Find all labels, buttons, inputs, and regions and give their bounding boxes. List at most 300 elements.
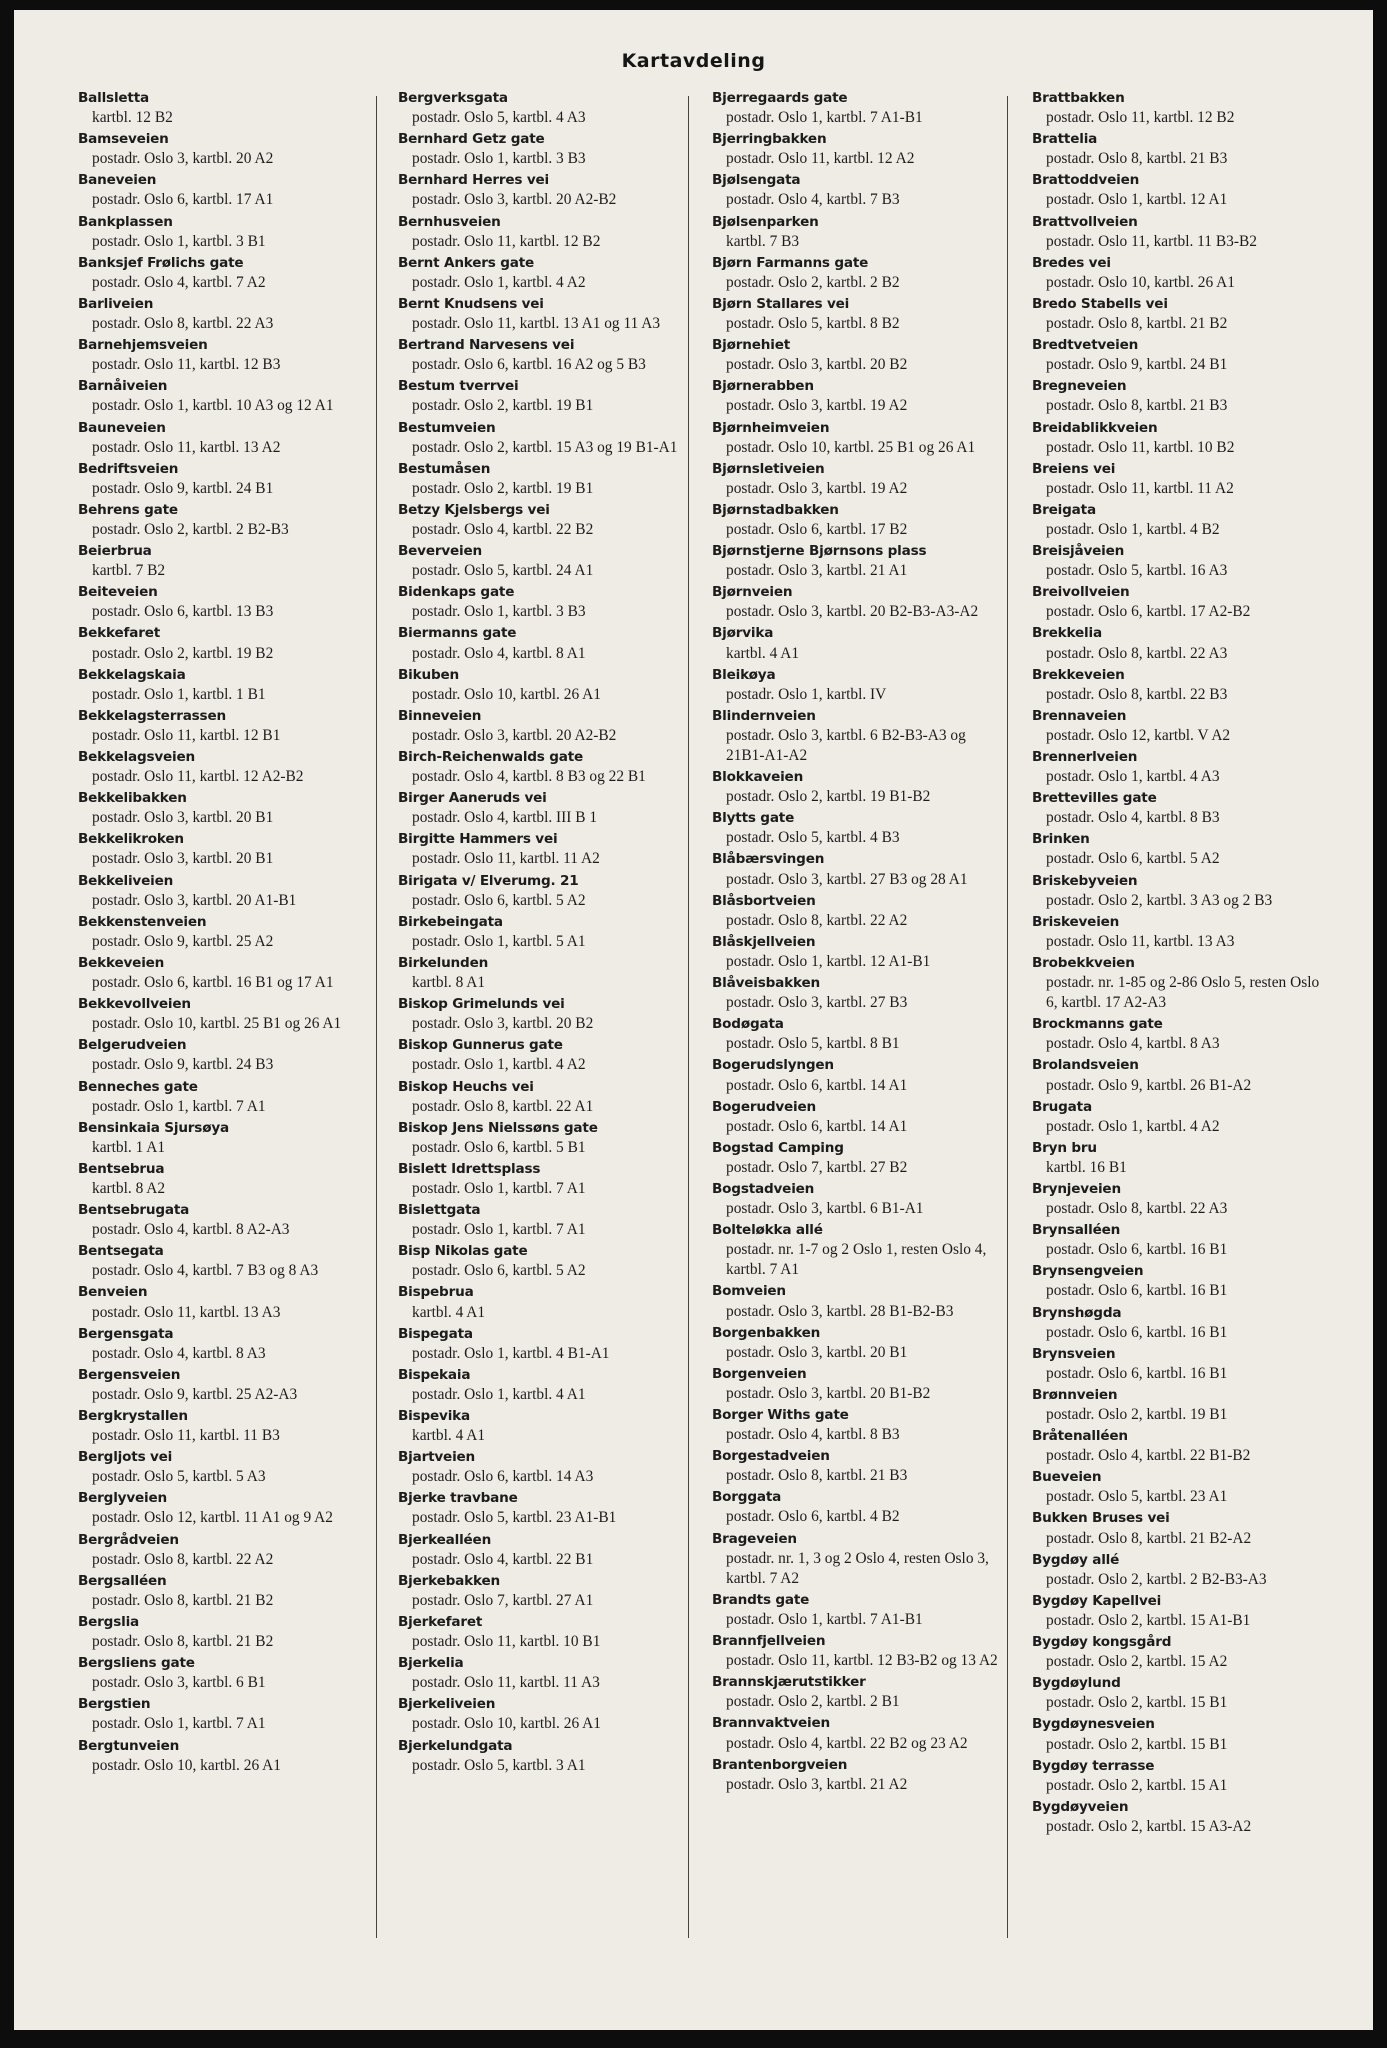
street-detail: postadr. Oslo 2, kartbl. 2 B2-B3-A3 (1046, 1570, 1267, 1588)
street-detail: postadr. Oslo 11, kartbl. 12 A2-B2 (92, 768, 304, 786)
street-entry (712, 1590, 1008, 1630)
street-detail: postadr. Oslo 10, kartbl. 26 A1 (92, 1756, 281, 1774)
street-name: Bygdøy allé (1032, 1551, 1120, 1568)
street-entry (398, 623, 694, 663)
street-entry (398, 994, 694, 1034)
street-entry (1032, 376, 1328, 416)
street-name: Brynsalléen (1032, 1222, 1121, 1239)
street-entry (398, 129, 694, 169)
street-entry (1032, 88, 1328, 128)
street-name: Baneveien (78, 172, 157, 189)
street-detail: kartbl. 8 A1 (412, 974, 486, 992)
street-detail: postadr. Oslo 4, kartbl. 8 A3 (1046, 1035, 1220, 1053)
street-name: Bekkenstenveien (78, 913, 207, 930)
street-detail: kartbl. 1 A1 (92, 1138, 166, 1156)
street-detail: postadr. Oslo 3, kartbl. 19 A2 (726, 479, 908, 497)
street-detail: postadr. Oslo 1, kartbl. 12 A1-B1 (726, 952, 931, 970)
street-entry (1032, 1385, 1328, 1425)
street-detail: postadr. Oslo 2, kartbl. 2 B1 (726, 1693, 900, 1711)
street-detail: postadr. Oslo 10, kartbl. 26 A1 (412, 685, 601, 703)
street-name: Bjørnveien (712, 584, 793, 601)
street-entry (1032, 871, 1328, 911)
street-entry (712, 500, 1008, 540)
street-entry (398, 1077, 694, 1117)
street-entry (398, 541, 694, 581)
street-detail: postadr. Oslo 3, kartbl. 6 B2-B3-A3 og 21B1-A1-A2 (726, 726, 966, 764)
street-name: Bispekaia (398, 1366, 471, 1383)
street-entry (712, 335, 1008, 375)
street-entry (398, 747, 694, 787)
street-entry (398, 1447, 694, 1487)
street-name: Bukken Bruses vei (1032, 1510, 1170, 1527)
directory-page (14, 10, 1373, 2030)
street-name: Blokkaveien (712, 769, 804, 786)
street-name: Bjerringbakken (712, 131, 827, 148)
street-detail: postadr. Oslo 8, kartbl. 21 B2-A2 (1046, 1529, 1252, 1547)
street-detail: postadr. Oslo 1, kartbl. 7 A1 (92, 1715, 266, 1733)
street-entry (1032, 170, 1328, 210)
street-entry (398, 829, 694, 869)
street-detail: postadr. Oslo 4, kartbl. 22 B1-B2 (1046, 1447, 1251, 1465)
street-name: Bernt Ankers gate (398, 254, 535, 271)
column-divider (376, 96, 377, 1938)
street-name: Barliveien (78, 295, 154, 312)
street-detail: postadr. Oslo 5, kartbl. 3 A1 (412, 1756, 586, 1774)
street-detail: postadr. Oslo 1, kartbl. 4 A3 (1046, 768, 1220, 786)
street-detail: postadr. Oslo 2, kartbl. 15 B1 (1046, 1694, 1228, 1712)
street-name: Brattvollveien (1032, 213, 1138, 230)
street-detail: postadr. Oslo 12, kartbl. 11 A1 og 9 A2 (92, 1509, 333, 1527)
street-name: Bjølsenparken (712, 213, 819, 230)
street-detail: postadr. Oslo 3, kartbl. 20 B2 (726, 356, 908, 374)
street-entry (398, 1653, 694, 1693)
street-entry (78, 994, 374, 1034)
street-entry (712, 459, 1008, 499)
street-entry (398, 1488, 694, 1528)
street-entry (1032, 1797, 1328, 1837)
street-detail: postadr. Oslo 2, kartbl. 15 A1-B1 (1046, 1611, 1251, 1629)
street-name: Bidenkaps gate (398, 584, 515, 601)
street-entry (712, 1405, 1008, 1445)
street-detail: postadr. Oslo 9, kartbl. 24 B1 (92, 479, 274, 497)
street-name: Bislett Idrettsplass (398, 1160, 541, 1177)
street-name: Blytts gate (712, 810, 795, 827)
street-name: Borgenveien (712, 1365, 807, 1382)
street-entry (78, 1406, 374, 1446)
street-detail: postadr. Oslo 8, kartbl. 21 B3 (1046, 150, 1228, 168)
street-entry (712, 170, 1008, 210)
street-name: Bekkelikroken (78, 831, 184, 848)
street-entry (398, 1241, 694, 1281)
street-entry (78, 665, 374, 705)
street-entry (1032, 1550, 1328, 1590)
street-detail: postadr. Oslo 4, kartbl. 8 A2-A3 (92, 1221, 290, 1239)
street-name: Brynsengveien (1032, 1263, 1144, 1280)
street-name: Brynsveien (1032, 1345, 1116, 1362)
street-detail: postadr. Oslo 3, kartbl. 20 A2 (92, 150, 274, 168)
street-entry (398, 88, 694, 128)
street-entry (1032, 747, 1328, 787)
street-entry (712, 849, 1008, 889)
street-detail: postadr. Oslo 8, kartbl. 22 B3 (1046, 685, 1228, 703)
street-detail: postadr. Oslo 1, kartbl. 4 B1-A1 (412, 1344, 610, 1362)
street-detail: postadr. Oslo 1, kartbl. 3 B3 (412, 603, 586, 621)
street-name: Bestumveien (398, 419, 496, 436)
street-entry (712, 1529, 1008, 1589)
street-detail: postadr. Oslo 3, kartbl. 20 B1 (92, 850, 274, 868)
street-name: Bergensgata (78, 1325, 174, 1342)
street-detail: postadr. Oslo 6, kartbl. 16 B1 og 17 A1 (92, 974, 334, 992)
street-detail: postadr. Oslo 8, kartbl. 21 B2 (92, 1633, 274, 1651)
street-entry (398, 1736, 694, 1776)
street-entry (398, 1200, 694, 1240)
street-detail: postadr. Oslo 7, kartbl. 27 B2 (726, 1158, 908, 1176)
street-entry (712, 253, 1008, 293)
street-name: Bjerkealléen (398, 1531, 492, 1548)
street-entry (712, 212, 1008, 252)
street-name: Bedriftsveien (78, 460, 179, 477)
street-entry (1032, 1179, 1328, 1219)
street-detail: postadr. Oslo 1, kartbl. 4 B2 (1046, 520, 1220, 538)
street-name: Bomveien (712, 1283, 786, 1300)
street-detail: postadr. Oslo 10, kartbl. 26 A1 (1046, 273, 1235, 291)
street-detail: postadr. nr. 1-85 og 2-86 Oslo 5, resten Oslo 6, kartbl. 17 A2-A3 (1046, 974, 1320, 1012)
street-entry (1032, 706, 1328, 746)
street-detail: postadr. Oslo 1, kartbl. IV (726, 685, 887, 703)
street-entry (398, 1035, 694, 1075)
street-name: Breigata (1032, 501, 1096, 518)
street-detail: postadr. Oslo 4, kartbl. 8 B3 og 22 B1 (412, 768, 646, 786)
street-detail: postadr. Oslo 8, kartbl. 21 B2 (1046, 315, 1228, 333)
street-entry (1032, 129, 1328, 169)
street-entry (1032, 1426, 1328, 1466)
street-entry (712, 376, 1008, 416)
street-entry (398, 912, 694, 952)
street-detail: postadr. Oslo 3, kartbl. 20 B1-B2 (726, 1384, 931, 1402)
street-name: Bjørnstadbakken (712, 501, 839, 518)
street-detail: postadr. Oslo 4, kartbl. 8 B3 (1046, 809, 1220, 827)
street-name: Bjerkefaret (398, 1613, 483, 1630)
street-detail: kartbl. 12 B2 (92, 109, 173, 127)
street-name: Bjartveien (398, 1449, 476, 1466)
street-name: Brennaveien (1032, 707, 1127, 724)
street-entry (78, 953, 374, 993)
street-detail: postadr. Oslo 3, kartbl. 28 B1-B2-B3 (726, 1302, 954, 1320)
street-detail: postadr. Oslo 6, kartbl. 5 A2 (1046, 850, 1220, 868)
street-name: Binneveien (398, 707, 482, 724)
street-entry (398, 1694, 694, 1734)
street-detail: postadr. nr. 1, 3 og 2 Oslo 4, resten Oslo 3, kartbl. 7 A2 (726, 1549, 989, 1587)
street-name: Brennerlveien (1032, 749, 1138, 765)
street-detail: postadr. Oslo 8, kartbl. 22 A3 (1046, 1200, 1228, 1218)
street-name: Bergsliens gate (78, 1655, 195, 1672)
street-name: Bekkelagskaia (78, 666, 186, 683)
street-name: Brockmanns gate (1032, 1016, 1163, 1033)
street-entry (712, 767, 1008, 807)
street-detail: kartbl. 8 A2 (92, 1179, 166, 1197)
street-detail: postadr. Oslo 11, kartbl. 10 B1 (412, 1633, 601, 1651)
street-name: Bekkevollveien (78, 996, 191, 1013)
street-entry (398, 335, 694, 375)
street-name: Brannskjærutstikker (712, 1674, 866, 1691)
street-name: Bogerudslyngen (712, 1057, 834, 1074)
street-detail: postadr. Oslo 11, kartbl. 13 A2 (92, 438, 281, 456)
street-detail: kartbl. 4 A1 (726, 644, 800, 662)
street-name: Bekkefaret (78, 625, 161, 642)
street-entry (398, 500, 694, 540)
street-detail: postadr. Oslo 11, kartbl. 11 A3 (412, 1674, 600, 1692)
street-name: Bjørnerabben (712, 378, 814, 395)
street-detail: postadr. Oslo 11, kartbl. 11 B3-B2 (1046, 232, 1257, 250)
street-name: Bergensveien (78, 1366, 181, 1383)
street-name: Biskop Grimelunds vei (398, 996, 565, 1013)
street-name: Bentsebrugata (78, 1202, 190, 1219)
street-detail: postadr. Oslo 8, kartbl. 22 A3 (1046, 644, 1228, 662)
street-detail: postadr. Oslo 2, kartbl. 19 B1-B2 (726, 788, 931, 806)
street-detail: postadr. Oslo 6, kartbl. 14 A1 (726, 1117, 908, 1135)
street-entry (78, 788, 374, 828)
street-name: Bjerkebakken (398, 1572, 500, 1589)
street-entry (1032, 665, 1328, 705)
street-detail: postadr. Oslo 3, kartbl. 20 B1 (726, 1343, 908, 1361)
street-entry (398, 1282, 694, 1322)
street-name: Bestum tverrvei (398, 378, 519, 395)
street-name: Blåsbortveien (712, 892, 816, 909)
street-entry (78, 500, 374, 540)
street-name: Bjerregaards gate (712, 90, 848, 106)
street-name: Bjørnheimveien (712, 419, 830, 436)
street-entry (1032, 1220, 1328, 1260)
street-name: Bernhusveien (398, 213, 501, 230)
street-name: Bergverksgata (398, 90, 508, 106)
street-entry (1032, 788, 1328, 828)
street-detail: postadr. Oslo 11, kartbl. 12 B3 (92, 356, 281, 374)
street-entry (398, 418, 694, 458)
street-entry (78, 1736, 374, 1776)
street-detail: postadr. Oslo 8, kartbl. 22 A2 (92, 1550, 274, 1568)
street-name: Bogstad Camping (712, 1139, 844, 1156)
street-name: Bjørnehiet (712, 337, 791, 354)
street-entry (712, 1364, 1008, 1404)
street-entry (1032, 912, 1328, 952)
street-name: Belgerudveien (78, 1037, 187, 1054)
street-entry (398, 871, 694, 911)
street-name: Bjørvika (712, 625, 774, 642)
street-name: Beierbrua (78, 543, 152, 560)
street-detail: postadr. Oslo 11, kartbl. 13 A1 og 11 A3 (412, 315, 661, 333)
street-detail: postadr. Oslo 4, kartbl. 22 B1 (412, 1550, 594, 1568)
street-detail: postadr. Oslo 9, kartbl. 24 B1 (1046, 356, 1228, 374)
street-name: Bjørn Farmanns gate (712, 254, 869, 271)
street-entry (1032, 1138, 1328, 1178)
street-detail: postadr. Oslo 6, kartbl. 17 A2-B2 (1046, 603, 1251, 621)
street-name: Beiteveien (78, 584, 158, 601)
street-entry (1032, 1055, 1328, 1095)
street-name: Bogstadveien (712, 1180, 815, 1197)
street-name: Beverveien (398, 543, 483, 560)
street-name: Birger Aaneruds vei (398, 790, 547, 807)
street-detail: postadr. Oslo 1, kartbl. 4 A2 (412, 1056, 586, 1074)
street-entry (78, 418, 374, 458)
street-name: Bodøgata (712, 1016, 784, 1033)
street-entry (78, 871, 374, 911)
street-name: Borggata (712, 1489, 782, 1506)
street-entry (1032, 1714, 1328, 1754)
street-entry (398, 376, 694, 416)
street-detail: kartbl. 4 A1 (412, 1427, 486, 1445)
street-entry (78, 1324, 374, 1364)
street-entry (78, 335, 374, 375)
street-entry (398, 1324, 694, 1364)
street-detail: postadr. Oslo 6, kartbl. 4 B2 (726, 1508, 900, 1526)
street-entry (1032, 1756, 1328, 1796)
street-name: Bergsalléen (78, 1572, 167, 1589)
street-entry (712, 1713, 1008, 1753)
street-entry (1032, 1344, 1328, 1384)
street-name: Bjølsengata (712, 172, 801, 189)
street-name: Bredo Stabells vei (1032, 295, 1168, 312)
street-name: Brattbakken (1032, 90, 1125, 106)
street-name: Bankplassen (78, 213, 173, 230)
street-name: Bergljots vei (78, 1449, 173, 1466)
street-name: Biskop Jens Nielssøns gate (398, 1119, 598, 1136)
street-detail: postadr. Oslo 5, kartbl. 8 B2 (726, 315, 900, 333)
street-detail: postadr. Oslo 11, kartbl. 13 A3 (1046, 932, 1235, 950)
street-name: Bernt Knudsens vei (398, 295, 544, 312)
street-name: Bjørn Stallares vei (712, 295, 850, 312)
street-detail: postadr. Oslo 6, kartbl. 16 B1 (1046, 1323, 1228, 1341)
street-entry (398, 253, 694, 293)
street-entry (78, 747, 374, 787)
street-name: Bygdøy Kapellvei (1032, 1592, 1162, 1609)
street-name: Brønnveien (1032, 1386, 1118, 1403)
street-name: Benveien (78, 1284, 148, 1301)
street-detail: kartbl. 4 A1 (412, 1303, 486, 1321)
street-detail: postadr. Oslo 2, kartbl. 19 B1 (412, 479, 594, 497)
street-name: Bjerke travbane (398, 1490, 518, 1507)
street-entry (712, 1138, 1008, 1178)
street-detail: postadr. Oslo 2, kartbl. 3 A3 og 2 B3 (1046, 891, 1273, 909)
street-name: Bergrådveien (78, 1531, 179, 1548)
street-name: Brantenborgveien (712, 1756, 848, 1773)
street-entry (78, 88, 374, 128)
street-name: Bygdøyveien (1032, 1798, 1129, 1815)
street-name: Bygdøy terrasse (1032, 1757, 1155, 1774)
street-name: Bergkrystallen (78, 1408, 188, 1424)
street-entry (712, 1323, 1008, 1363)
street-detail: postadr. Oslo 3, kartbl. 6 B1 (92, 1674, 266, 1692)
street-name: Bygdøylund (1032, 1675, 1121, 1692)
street-entry (398, 170, 694, 210)
street-entry (78, 459, 374, 499)
street-detail: postadr. Oslo 4, kartbl. 8 A3 (92, 1344, 266, 1362)
street-detail: postadr. Oslo 10, kartbl. 26 A1 (412, 1715, 601, 1733)
street-name: Bertrand Narvesens vei (398, 337, 575, 354)
street-entry (712, 541, 1008, 581)
street-name: Behrens gate (78, 501, 178, 518)
street-detail: postadr. Oslo 4, kartbl. 7 B3 og 8 A3 (92, 1262, 319, 1280)
street-entry (78, 1653, 374, 1693)
street-entry (712, 808, 1008, 848)
street-entry (712, 1487, 1008, 1527)
street-name: Bernhard Getz gate (398, 131, 545, 148)
street-name: Bensinkaia Sjursøya (78, 1119, 229, 1136)
street-entry (78, 1035, 374, 1075)
street-name: Brandts gate (712, 1591, 810, 1608)
street-detail: postadr. Oslo 2, kartbl. 15 B1 (1046, 1735, 1228, 1753)
street-name: Blåskjellveien (712, 933, 816, 950)
street-name: Bispegata (398, 1325, 473, 1342)
street-detail: postadr. Oslo 9, kartbl. 24 B3 (92, 1056, 274, 1074)
street-detail: postadr. Oslo 3, kartbl. 21 A1 (726, 562, 908, 580)
street-entry (1032, 335, 1328, 375)
street-detail: postadr. Oslo 11, kartbl. 12 A2 (726, 150, 915, 168)
street-entry (398, 665, 694, 705)
street-name: Bekkelibakken (78, 790, 187, 807)
street-entry (78, 129, 374, 169)
street-detail: postadr. Oslo 2, kartbl. 19 B1 (412, 397, 594, 415)
street-entry (712, 706, 1008, 766)
street-name: Bentsegata (78, 1243, 164, 1260)
street-name: Bislettgata (398, 1202, 481, 1219)
street-detail: postadr. Oslo 11, kartbl. 10 B2 (1046, 438, 1235, 456)
street-detail: postadr. Oslo 1, kartbl. 4 A2 (412, 273, 586, 291)
page-title: Kartavdeling (621, 50, 766, 72)
street-name: Blåbærsvingen (712, 851, 825, 868)
street-detail: postadr. Oslo 6, kartbl. 14 A3 (412, 1468, 594, 1486)
street-entry (78, 1241, 374, 1281)
street-name: Bamseveien (78, 131, 169, 148)
street-name: Brekkelia (1032, 625, 1102, 642)
street-entry (398, 953, 694, 993)
street-detail: postadr. Oslo 5, kartbl. 8 B1 (726, 1035, 900, 1053)
street-detail: postadr. Oslo 5, kartbl. 23 A1 (1046, 1488, 1228, 1506)
street-name: Brynjeveien (1032, 1180, 1121, 1197)
street-name: Bikuben (398, 666, 459, 683)
street-detail: postadr. Oslo 3, kartbl. 19 A2 (726, 397, 908, 415)
street-name: Brolandsveien (1032, 1057, 1139, 1074)
street-name: Bryn bru (1032, 1139, 1097, 1156)
street-entry (78, 1200, 374, 1240)
street-detail: postadr. Oslo 4, kartbl. 22 B2 og 23 A2 (726, 1734, 968, 1752)
street-name: Borgenbakken (712, 1324, 821, 1341)
street-entry (712, 582, 1008, 622)
street-entry (398, 788, 694, 828)
street-entry (78, 1571, 374, 1611)
street-detail: postadr. Oslo 3, kartbl. 21 A2 (726, 1775, 908, 1793)
street-detail: postadr. Oslo 8, kartbl. 21 B2 (92, 1591, 274, 1609)
street-entry (398, 1118, 694, 1158)
street-detail: postadr. Oslo 5, kartbl. 16 A3 (1046, 562, 1228, 580)
street-detail: postadr. Oslo 2, kartbl. 15 A3-A2 (1046, 1817, 1252, 1835)
street-detail: postadr. Oslo 5, kartbl. 5 A3 (92, 1468, 266, 1486)
street-entry (398, 706, 694, 746)
street-entry (1032, 1303, 1328, 1343)
street-detail: postadr. Oslo 2, kartbl. 15 A2 (1046, 1653, 1228, 1671)
street-detail: postadr. Oslo 3, kartbl. 20 B2-B3-A3-A2 (726, 603, 979, 621)
street-entry (78, 212, 374, 252)
street-detail: postadr. Oslo 11, kartbl. 13 A3 (92, 1303, 281, 1321)
street-name: Bergslia (78, 1613, 139, 1630)
street-detail: postadr. Oslo 8, kartbl. 22 A1 (412, 1097, 594, 1115)
street-detail: postadr. Oslo 11, kartbl. 11 A2 (412, 850, 600, 868)
street-entry (712, 1014, 1008, 1054)
street-name: Bestumåsen (398, 460, 491, 477)
street-detail: postadr. Oslo 1, kartbl. 4 A2 (1046, 1117, 1220, 1135)
street-name: Bentsebrua (78, 1160, 165, 1177)
street-entry (712, 88, 1008, 128)
street-detail: postadr. Oslo 4, kartbl. 22 B2 (412, 520, 594, 538)
